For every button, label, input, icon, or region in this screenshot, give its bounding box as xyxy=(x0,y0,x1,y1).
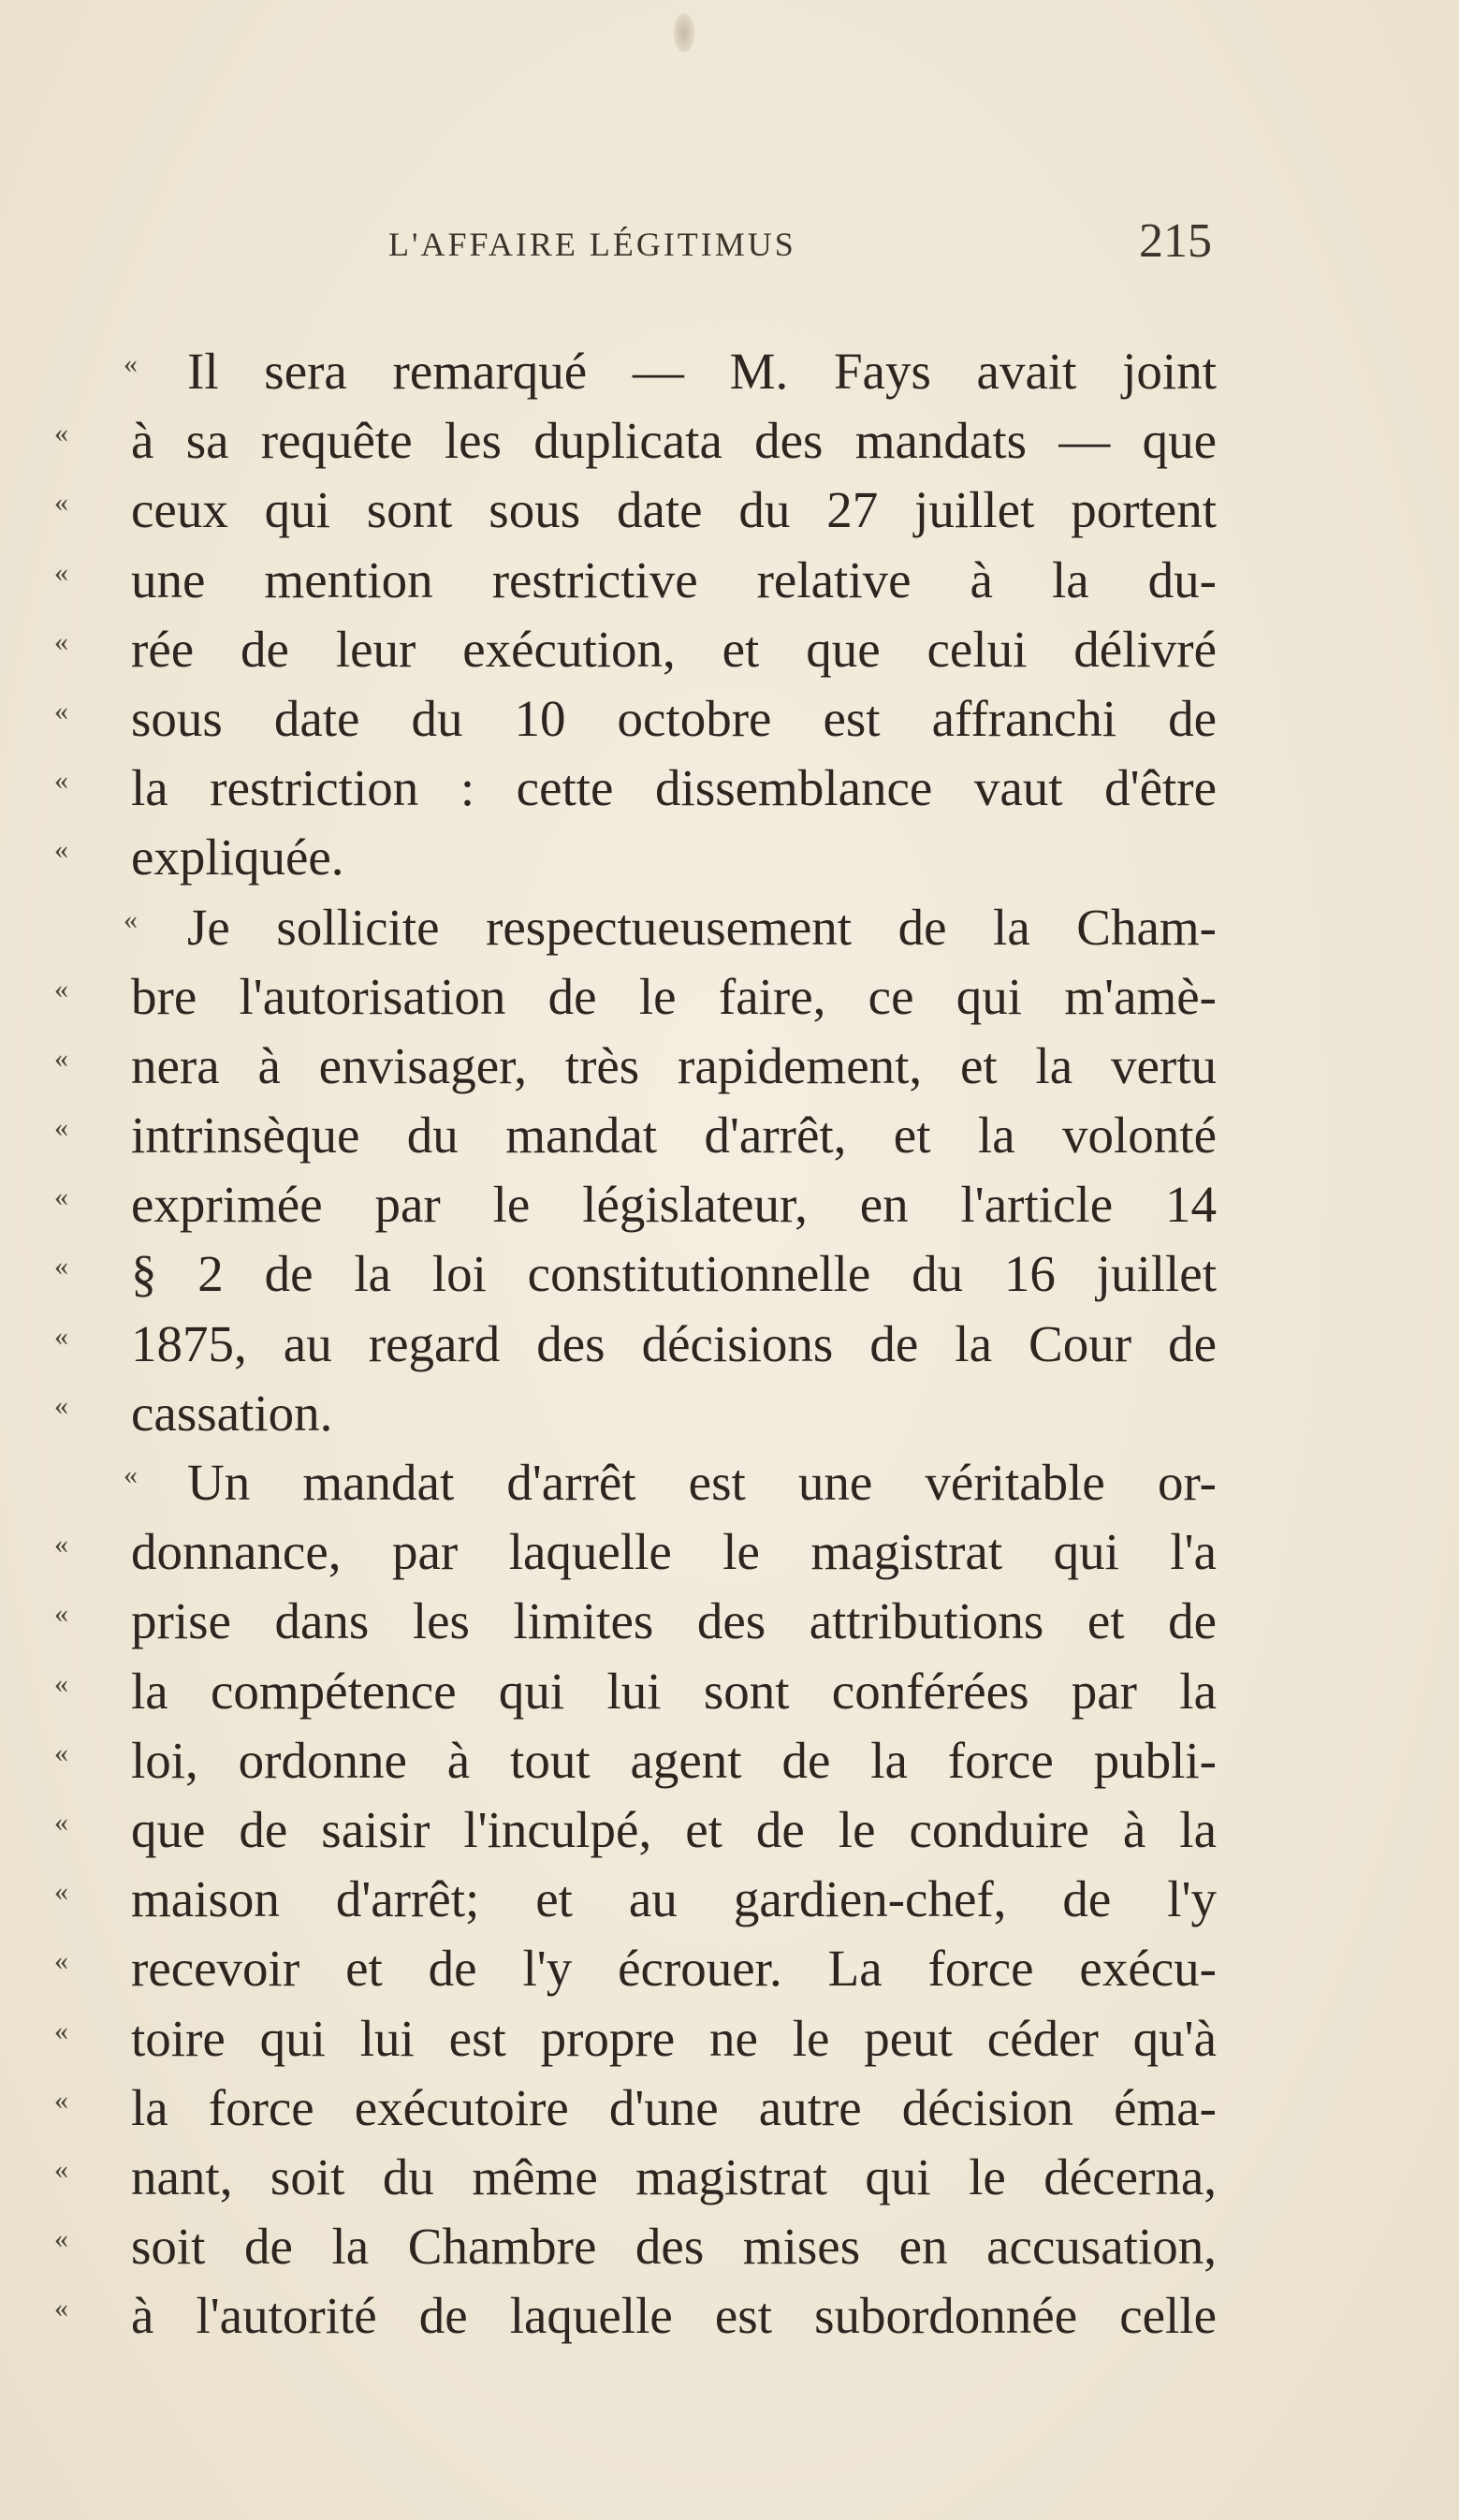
line-text: prise dans les limites des attributions et de xyxy=(131,1592,1217,1650)
quote-mark: « xyxy=(54,418,68,449)
quote-mark: « xyxy=(54,625,68,657)
quote-mark: « xyxy=(54,1181,68,1213)
text-line xyxy=(0,1587,1459,1656)
text-line xyxy=(0,1170,1459,1239)
text-line xyxy=(0,2073,1459,2143)
quote-mark: « xyxy=(54,1876,68,1908)
quote-mark: « xyxy=(54,1042,68,1074)
text-line xyxy=(0,684,1459,754)
line-text: bre l'autorisation de le faire, ce qui m'amè- xyxy=(131,967,1217,1025)
line-text: à l'autorité de laquelle est subordonnée celle xyxy=(131,2287,1217,2345)
running-title: L'AFFAIRE LÉGITIMUS xyxy=(388,226,796,263)
quote-mark: « xyxy=(54,1320,68,1352)
quote-mark: « xyxy=(54,1806,68,1838)
text-line xyxy=(0,1310,1459,1379)
text-line xyxy=(0,2143,1459,2212)
text-line xyxy=(0,1239,1459,1309)
line-text: que de saisir l'inculpé, et de le conduire à la xyxy=(131,1800,1217,1858)
quote-mark: « xyxy=(54,973,68,1004)
quote-mark: « xyxy=(54,1251,68,1282)
quote-mark: « xyxy=(54,487,68,519)
line-text: loi, ordonne à tout agent de la force publi- xyxy=(131,1731,1217,1789)
line-text: rée de leur exécution, et que celui délivré xyxy=(131,620,1217,678)
line-text: sous date du 10 octobre est affranchi de xyxy=(131,689,1217,747)
text-line xyxy=(0,754,1459,823)
quote-mark: « xyxy=(54,556,68,588)
line-text: Je sollicite respectueusement de la Cham- xyxy=(187,898,1217,956)
text-line xyxy=(0,1934,1459,2003)
quote-mark: « xyxy=(54,1945,68,1977)
text-line xyxy=(0,962,1459,1032)
text-line xyxy=(0,1657,1459,1726)
line-text: recevoir et de l'y écrouer. La force exécu- xyxy=(131,1940,1217,1998)
quote-mark: « xyxy=(54,1389,68,1421)
text-line xyxy=(0,2281,1459,2351)
line-text: donnance, par laquelle le magistrat qui l'a xyxy=(131,1523,1217,1581)
quote-mark: « xyxy=(54,2153,68,2185)
text-line xyxy=(0,893,1459,962)
quote-mark: « xyxy=(54,1736,68,1768)
line-text: § 2 de la loi constitutionnelle du 16 juillet xyxy=(131,1245,1217,1303)
text-line xyxy=(0,615,1459,684)
quote-mark: « xyxy=(54,1112,68,1144)
quote-mark: « xyxy=(124,348,138,379)
quote-mark: « xyxy=(54,765,68,797)
text-line xyxy=(0,1032,1459,1101)
body-text-block xyxy=(0,337,1459,2351)
quote-mark: « xyxy=(54,1667,68,1699)
line-text: intrinsèque du mandat d'arrêt, et la volonté xyxy=(131,1106,1217,1165)
quote-mark: « xyxy=(54,2223,68,2255)
quote-mark: « xyxy=(54,2084,68,2116)
line-text: cassation. xyxy=(131,1384,333,1442)
text-line xyxy=(0,337,1459,406)
line-text: la restriction : cette dissemblance vaut d'être xyxy=(131,759,1217,817)
quote-mark: « xyxy=(54,2293,68,2324)
text-line xyxy=(0,1865,1459,1934)
text-line xyxy=(0,1448,1459,1517)
line-text: exprimée par le législateur, en l'article 14 xyxy=(131,1176,1217,1234)
text-line xyxy=(0,1379,1459,1448)
line-text: la force exécutoire d'une autre décision éma- xyxy=(131,2078,1217,2136)
line-text: Un mandat d'arrêt est une véritable or- xyxy=(187,1454,1217,1511)
line-text: soit de la Chambre des mises en accusation, xyxy=(131,2218,1217,2276)
line-text: maison d'arrêt; et au gardien-chef, de l'y xyxy=(131,1870,1217,1928)
text-line xyxy=(0,2212,1459,2281)
text-line xyxy=(0,1726,1459,1795)
quote-mark: « xyxy=(124,903,138,935)
line-text: 1875, au regard des décisions de la Cour de xyxy=(131,1314,1217,1372)
quote-mark: « xyxy=(54,1529,68,1560)
text-line xyxy=(0,1101,1459,1170)
quote-mark: « xyxy=(54,2015,68,2046)
text-line xyxy=(0,2004,1459,2073)
line-text: toire qui lui est propre ne le peut céder qu'à xyxy=(131,2009,1217,2067)
line-text: à sa requête les duplicata des mandats — que xyxy=(131,412,1217,470)
line-text: nant, soit du même magistrat qui le décerna, xyxy=(131,2147,1217,2205)
text-line xyxy=(0,546,1459,615)
page-header xyxy=(388,213,1212,270)
page-number: 215 xyxy=(1139,214,1212,268)
text-line xyxy=(0,406,1459,476)
line-text: Il sera remarqué — M. Fays avait joint xyxy=(187,343,1217,400)
quote-mark: « xyxy=(54,1598,68,1630)
quote-mark: « xyxy=(124,1459,138,1490)
line-text: expliquée. xyxy=(131,828,344,886)
text-line xyxy=(0,823,1459,892)
line-text: ceux qui sont sous date du 27 juillet portent xyxy=(131,481,1217,539)
quote-mark: « xyxy=(54,834,68,866)
paper-stain xyxy=(674,13,694,52)
line-text: nera à envisager, très rapidement, et la vertu xyxy=(131,1036,1217,1094)
line-text: une mention restrictive relative à la du- xyxy=(131,550,1217,608)
line-text: la compétence qui lui sont conférées par la xyxy=(131,1662,1217,1720)
text-line xyxy=(0,476,1459,545)
quote-mark: « xyxy=(54,695,68,726)
text-line xyxy=(0,1795,1459,1865)
text-line xyxy=(0,1517,1459,1587)
